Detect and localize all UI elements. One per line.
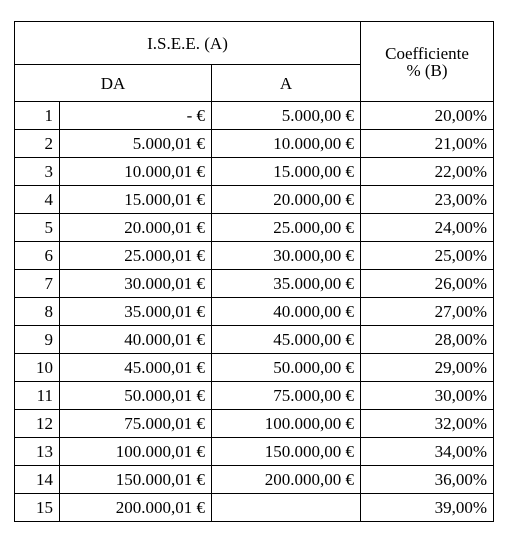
- coefficient-value-cell: 20,00%: [361, 102, 494, 130]
- a-value-cell: 40.000,00 €: [212, 298, 361, 326]
- row-index-cell: 14: [15, 466, 60, 494]
- da-value-cell: 40.000,01 €: [60, 326, 212, 354]
- a-value-cell: 25.000,00 €: [212, 214, 361, 242]
- coefficient-value-cell: 32,00%: [361, 410, 494, 438]
- da-value-cell: 75.000,01 €: [60, 410, 212, 438]
- a-value-cell: 75.000,00 €: [212, 382, 361, 410]
- a-value-cell: 30.000,00 €: [212, 242, 361, 270]
- coefficient-header-line1: Coefficiente: [385, 43, 469, 63]
- row-index-cell: 10: [15, 354, 60, 382]
- a-column-header: A: [212, 65, 361, 102]
- da-value-cell: 25.000,01 €: [60, 242, 212, 270]
- coefficient-header-line2: % (B): [406, 60, 448, 80]
- a-value-cell: 200.000,00 €: [212, 466, 361, 494]
- row-index-cell: 2: [15, 130, 60, 158]
- coefficient-value-cell: 22,00%: [361, 158, 494, 186]
- row-index-cell: 9: [15, 326, 60, 354]
- table-body: [15, 102, 494, 522]
- coefficient-value-cell: 36,00%: [361, 466, 494, 494]
- row-index-cell: 12: [15, 410, 60, 438]
- coefficient-header: [361, 22, 494, 102]
- row-index-cell: 6: [15, 242, 60, 270]
- a-value-cell: 150.000,00 €: [212, 438, 361, 466]
- table-row: [15, 214, 494, 242]
- da-value-cell: 35.000,01 €: [60, 298, 212, 326]
- coefficient-value-cell: 23,00%: [361, 186, 494, 214]
- isee-group-header: I.S.E.E. (A): [15, 22, 361, 65]
- row-index-cell: 7: [15, 270, 60, 298]
- coefficient-value-cell: 28,00%: [361, 326, 494, 354]
- da-value-cell: 15.000,01 €: [60, 186, 212, 214]
- table-row: [15, 354, 494, 382]
- coefficient-value-cell: 21,00%: [361, 130, 494, 158]
- da-value-cell: 45.000,01 €: [60, 354, 212, 382]
- table-row: [15, 158, 494, 186]
- a-value-cell: 5.000,00 €: [212, 102, 361, 130]
- coefficient-value-cell: 26,00%: [361, 270, 494, 298]
- coefficient-value-cell: 25,00%: [361, 242, 494, 270]
- table-row: [15, 186, 494, 214]
- da-value-cell: 150.000,01 €: [60, 466, 212, 494]
- coefficient-value-cell: 30,00%: [361, 382, 494, 410]
- da-value-cell: - €: [60, 102, 212, 130]
- a-value-cell: 20.000,00 €: [212, 186, 361, 214]
- da-value-cell: 50.000,01 €: [60, 382, 212, 410]
- coefficient-value-cell: 27,00%: [361, 298, 494, 326]
- row-index-cell: 5: [15, 214, 60, 242]
- da-value-cell: 30.000,01 €: [60, 270, 212, 298]
- table-row: [15, 410, 494, 438]
- row-index-cell: 15: [15, 494, 60, 522]
- da-value-cell: 100.000,01 €: [60, 438, 212, 466]
- row-index-cell: 3: [15, 158, 60, 186]
- isee-coefficient-table: [14, 21, 494, 522]
- da-value-cell: 200.000,01 €: [60, 494, 212, 522]
- da-value-cell: 10.000,01 €: [60, 158, 212, 186]
- row-index-cell: 8: [15, 298, 60, 326]
- coefficient-value-cell: 29,00%: [361, 354, 494, 382]
- row-index-cell: 1: [15, 102, 60, 130]
- coefficient-value-cell: 24,00%: [361, 214, 494, 242]
- table-row: [15, 326, 494, 354]
- da-column-header: DA: [15, 65, 212, 102]
- coefficient-value-cell: 34,00%: [361, 438, 494, 466]
- da-value-cell: 20.000,01 €: [60, 214, 212, 242]
- coefficient-value-cell: 39,00%: [361, 494, 494, 522]
- table-row: [15, 466, 494, 494]
- a-value-cell: 45.000,00 €: [212, 326, 361, 354]
- table-row: [15, 242, 494, 270]
- a-value-cell: 10.000,00 €: [212, 130, 361, 158]
- a-value-cell: [212, 494, 361, 522]
- table-row: [15, 102, 494, 130]
- a-value-cell: 15.000,00 €: [212, 158, 361, 186]
- table-row: [15, 438, 494, 466]
- a-value-cell: 35.000,00 €: [212, 270, 361, 298]
- table-row: [15, 270, 494, 298]
- a-value-cell: 100.000,00 €: [212, 410, 361, 438]
- row-index-cell: 13: [15, 438, 60, 466]
- row-index-cell: 4: [15, 186, 60, 214]
- table-row: [15, 130, 494, 158]
- table-row: [15, 382, 494, 410]
- table-row: [15, 494, 494, 522]
- table-row: [15, 298, 494, 326]
- a-value-cell: 50.000,00 €: [212, 354, 361, 382]
- da-value-cell: 5.000,01 €: [60, 130, 212, 158]
- row-index-cell: 11: [15, 382, 60, 410]
- header-row-group: [15, 22, 494, 65]
